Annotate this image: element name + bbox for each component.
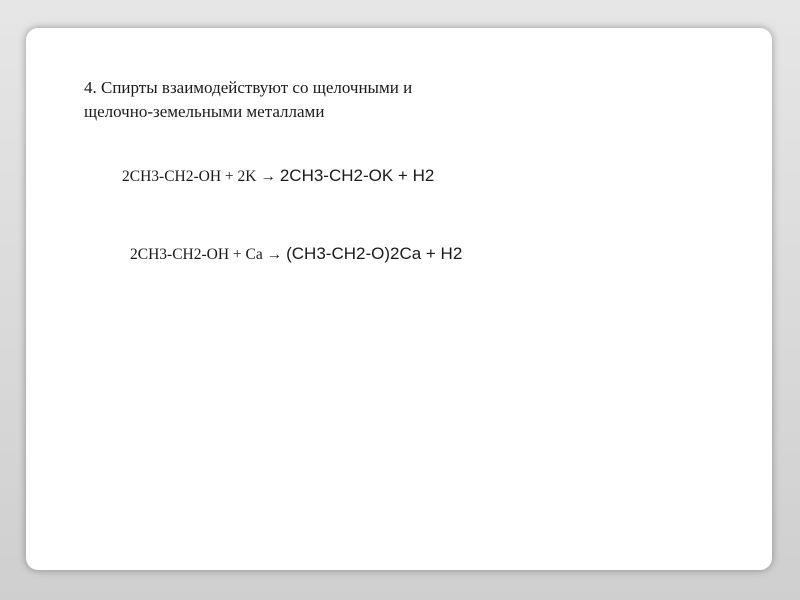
slide-heading <box>84 76 604 124</box>
reaction-equation-calcium <box>130 244 462 264</box>
reaction-products: (CH3-CH2-O)2Ca + H2 <box>286 244 463 263</box>
reaction-equation-potassium <box>122 166 434 186</box>
reaction-arrow: → <box>260 168 280 185</box>
heading-line-1: 4. Спирты взаимодействуют со щелочными и <box>84 78 413 97</box>
heading-line-2: щелочно-земельными металлами <box>84 102 325 121</box>
reaction-arrow: → <box>266 246 287 263</box>
slide-card <box>26 28 772 570</box>
reaction-products: 2CH3-CH2-OK + H2 <box>279 166 435 185</box>
reaction-reactants: 2CH3-CH2-OH + 2K <box>122 168 257 185</box>
reaction-reactants: 2CH3-CH2-OH + Ca <box>130 246 263 263</box>
